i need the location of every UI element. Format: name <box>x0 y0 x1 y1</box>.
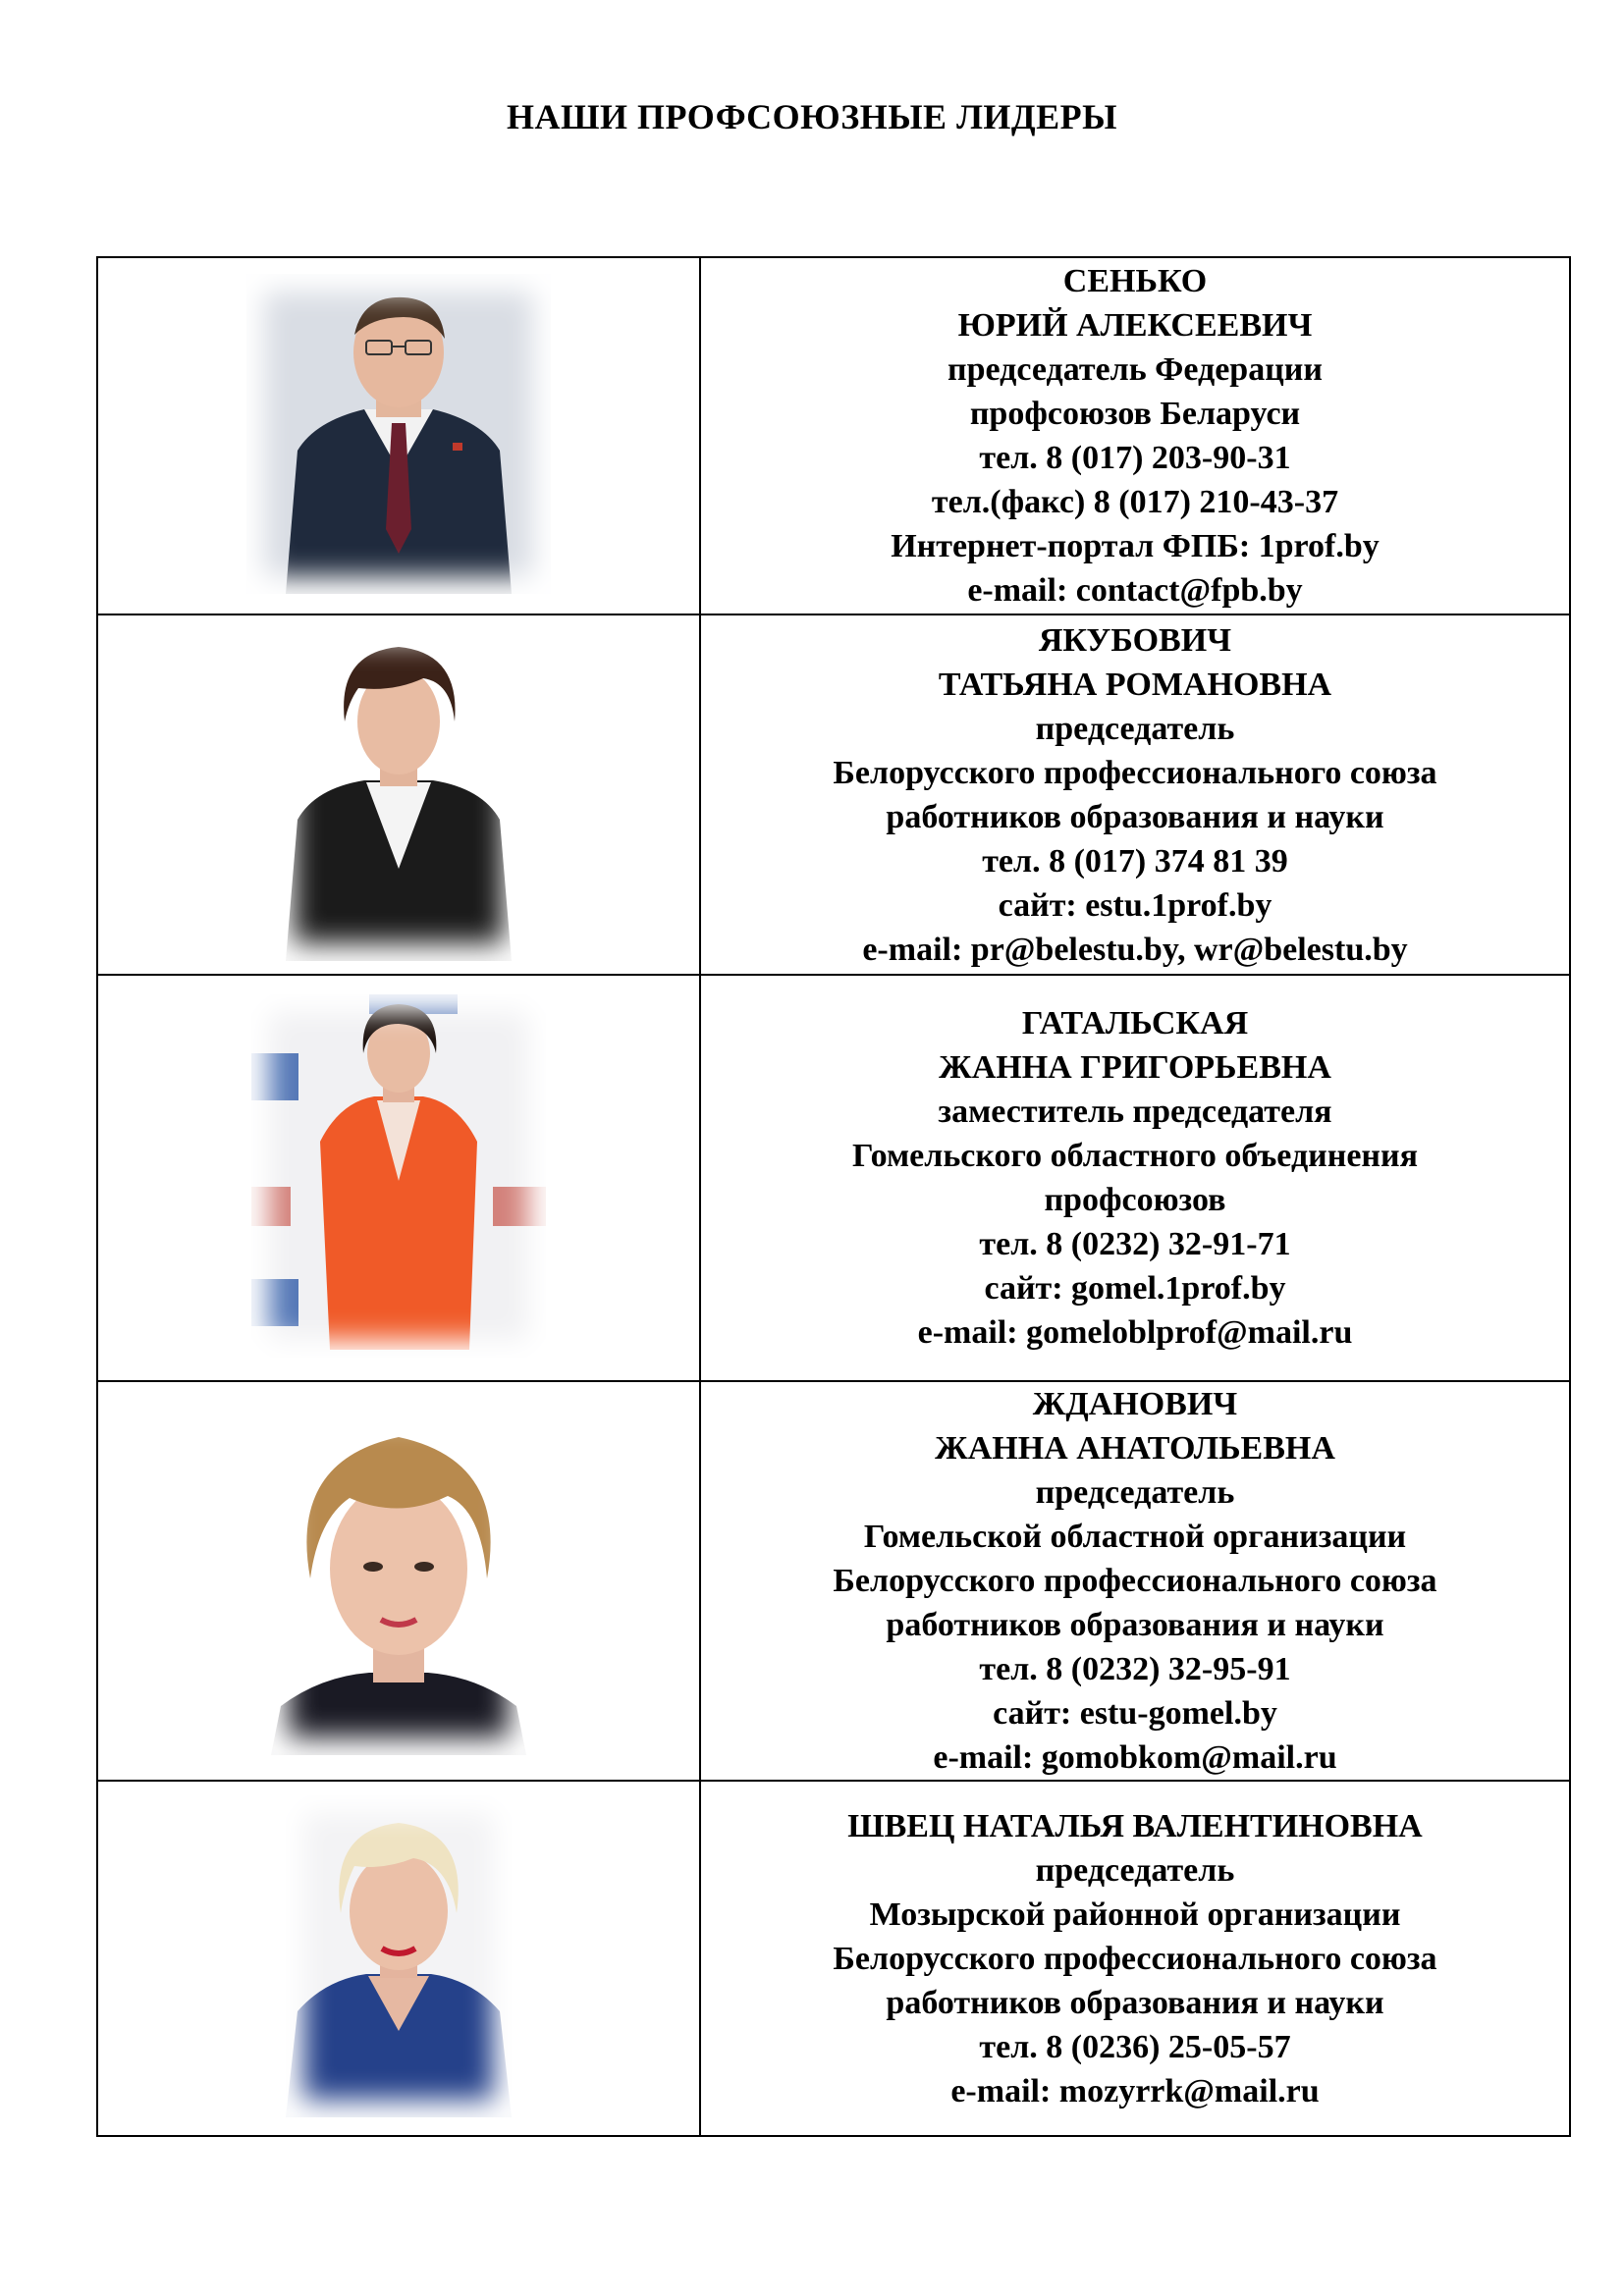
portrait-photo <box>276 623 521 961</box>
page-title: НАШИ ПРОФСОЮЗНЫЕ ЛИДЕРЫ <box>506 97 1118 136</box>
portrait-photo <box>286 1795 512 2117</box>
leader-website: Интернет-портал ФПБ: 1prof.by <box>891 528 1380 564</box>
leader-organization: профсоюзов Беларуси <box>969 396 1301 432</box>
leader-name: ШВЕЦ НАТАЛЬЯ ВАЛЕНТИНОВНА <box>847 1807 1423 1844</box>
leader-surname: ГАТАЛЬСКАЯ <box>1021 1005 1249 1041</box>
leader-phone: тел. 8 (0236) 25-05-57 <box>979 2028 1291 2065</box>
photo-cell <box>97 975 700 1381</box>
leader-name: ТАТЬЯНА РОМАНОВНА <box>938 666 1332 703</box>
leader-row <box>97 614 1570 975</box>
portrait-photo <box>246 274 551 594</box>
leader-website: сайт: estu.1prof.by <box>998 886 1272 924</box>
info-cell <box>700 257 1570 614</box>
info-cell <box>700 975 1570 1381</box>
leader-website: сайт: estu-gomel.by <box>993 1695 1277 1732</box>
leader-surname: ЯКУБОВИЧ <box>1038 621 1232 659</box>
leader-row <box>97 1381 1570 1781</box>
leader-organization: работников образования и науки <box>886 1984 1384 2021</box>
leader-name: ЮРИЙ АЛЕКСЕЕВИЧ <box>957 307 1313 344</box>
info-cell <box>700 1381 1570 1781</box>
photo-cell <box>97 1781 700 2136</box>
leader-email: e-mail: mozyrrk@mail.ru <box>950 2072 1320 2109</box>
leader-row <box>97 257 1570 614</box>
leader-surname: СЕНЬКО <box>1062 263 1208 299</box>
leader-name: ЖАННА АНАТОЛЬЕВНА <box>935 1430 1335 1467</box>
leader-row <box>97 1781 1570 2136</box>
leader-phone: тел. 8 (0232) 32-95-91 <box>979 1651 1291 1687</box>
leader-organization: профсоюзов <box>1044 1182 1226 1218</box>
info-cell <box>700 614 1570 975</box>
photo-cell <box>97 614 700 975</box>
leader-organization: Белорусского профессионального союза <box>833 1563 1437 1599</box>
leader-position: председатель <box>1035 1851 1235 1889</box>
leader-position: председатель Федерации <box>947 351 1323 388</box>
leader-position: председатель <box>1035 1474 1235 1511</box>
leader-organization: Белорусского профессионального союза <box>833 754 1437 791</box>
leader-phone: тел. 8 (0232) 32-91-71 <box>979 1226 1291 1262</box>
info-cell <box>700 1781 1570 2136</box>
leader-name: ЖАННА ГРИГОРЬЕВНА <box>939 1049 1331 1086</box>
leader-organization: Мозырской районной организации <box>869 1896 1401 1933</box>
leader-fax: тел.(факс) 8 (017) 210-43-37 <box>931 484 1339 520</box>
leader-phone: тел. 8 (017) 203-90-31 <box>979 440 1291 476</box>
leader-organization: работников образования и науки <box>886 798 1384 835</box>
leader-organization: Гомельского областного объединения <box>852 1138 1418 1174</box>
leader-organization: работников образования и науки <box>886 1607 1384 1643</box>
leader-email: e-mail: contact@fpb.by <box>967 572 1303 609</box>
leader-position: заместитель председателя <box>938 1094 1332 1130</box>
leader-email: e-mail: gomeloblprof@mail.ru <box>917 1314 1353 1351</box>
leader-row <box>97 975 1570 1381</box>
leader-organization: Белорусского профессионального союза <box>833 1940 1437 1977</box>
leader-organization: Гомельской областной организации <box>863 1519 1407 1555</box>
leader-email: e-mail: pr@belestu.by, wr@belestu.by <box>862 931 1408 968</box>
leaders-table <box>96 256 1571 2137</box>
photo-cell <box>97 1381 700 1781</box>
leader-position: председатель <box>1035 710 1235 747</box>
leader-website: сайт: gomel.1prof.by <box>984 1270 1286 1307</box>
leader-email: e-mail: gomobkom@mail.ru <box>933 1739 1337 1776</box>
photo-cell <box>97 257 700 614</box>
portrait-photo <box>251 994 546 1358</box>
portrait-photo <box>271 1402 526 1755</box>
leader-surname: ЖДАНОВИЧ <box>1032 1386 1238 1422</box>
leader-phone: тел. 8 (017) 374 81 39 <box>982 842 1288 880</box>
